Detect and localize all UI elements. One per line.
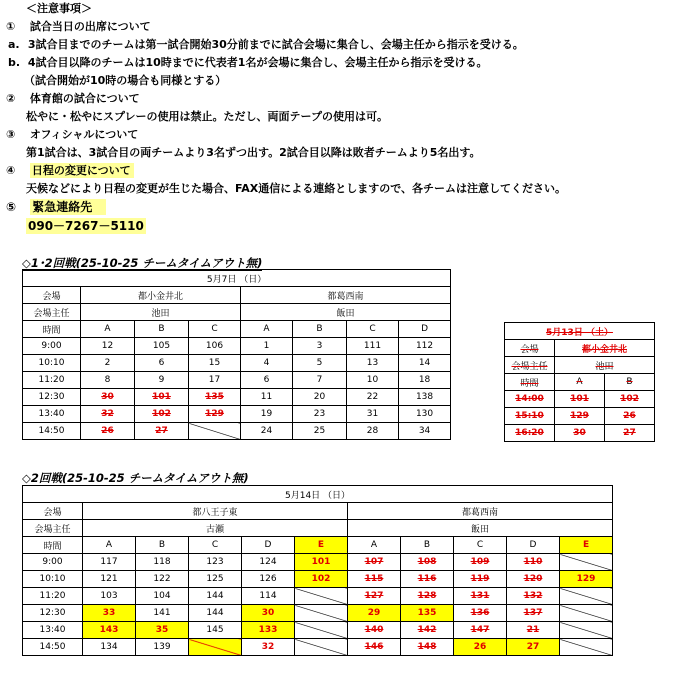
note-item-5	[6, 200, 106, 214]
match-cell-changed: 26	[454, 639, 507, 656]
match-cell-cancelled: 116	[401, 571, 454, 588]
manager-name: 飯田	[348, 520, 613, 537]
court-col: C	[454, 537, 507, 554]
match-cell: 6	[241, 372, 293, 389]
match-cell-cancelled: 102	[605, 391, 655, 408]
table-row	[23, 622, 613, 639]
match-cell-cancelled: 128	[401, 588, 454, 605]
time-cell: 11:20	[23, 588, 83, 605]
match-cell: 126	[242, 571, 295, 588]
note-item-4	[6, 164, 134, 178]
court-col: D	[242, 537, 295, 554]
match-cell-cancelled: 119	[454, 571, 507, 588]
time-label: 時間	[23, 537, 83, 554]
empty-slot	[295, 639, 348, 656]
note-item-1a	[8, 38, 524, 52]
manager-name: 池田	[81, 304, 241, 321]
time-cell: 14:00	[505, 391, 555, 408]
note-text: 4試合目以降のチームは10時までに代表者1名が会場に集合し、会場主任から指示を受ける。	[27, 56, 488, 69]
court-col-added: E	[295, 537, 348, 554]
match-cell-cancelled: 27	[135, 423, 189, 440]
match-cell: 28	[347, 423, 399, 440]
note-mark: ③	[6, 128, 16, 141]
note-item-3-detail: 第1試合は、3試合目の両チームより3名ずつ出す。2試合目以降は敗者チームより5名出す。	[26, 146, 481, 159]
match-cell-cancelled: 110	[507, 554, 560, 571]
match-cell: 138	[399, 389, 451, 406]
note-text: 緊急連絡先	[30, 199, 106, 215]
time-label: 時間	[505, 374, 555, 391]
note-item-3	[6, 128, 138, 142]
match-cell: 9	[135, 372, 189, 389]
match-cell: 11	[241, 389, 293, 406]
note-item-1c: （試合開始が10時の場合も同様とする）	[24, 74, 227, 87]
time-label: 時間	[23, 321, 81, 338]
note-item-1	[6, 20, 151, 34]
match-cell: 31	[347, 406, 399, 423]
match-cell-cancelled: 127	[348, 588, 401, 605]
match-cell-cancelled: 102	[135, 406, 189, 423]
match-cell-cancelled: 129	[189, 406, 241, 423]
manager-name: 飯田	[241, 304, 451, 321]
note-mark: b.	[8, 56, 21, 69]
empty-slot	[560, 622, 613, 639]
venue-name: 都葛西南	[241, 287, 451, 304]
empty-slot	[295, 605, 348, 622]
note-text: 日程の変更について	[30, 163, 134, 178]
match-cell: 106	[189, 338, 241, 355]
match-cell: 17	[189, 372, 241, 389]
table-row	[23, 389, 451, 406]
venue-label: 会場	[23, 503, 83, 520]
match-cell: 118	[136, 554, 189, 571]
match-cell-changed: 27	[507, 639, 560, 656]
court-col: C	[189, 321, 241, 338]
venue-name: 都小金井北	[81, 287, 241, 304]
court-col: D	[507, 537, 560, 554]
notes-header: ＜注意事項＞	[26, 2, 92, 15]
match-cell: 134	[83, 639, 136, 656]
match-cell-cancelled: 101	[135, 389, 189, 406]
note-text: オフィシャルについて	[29, 128, 139, 141]
match-cell-changed: 32	[242, 639, 295, 656]
match-cell: 139	[136, 639, 189, 656]
empty-slot	[560, 639, 613, 656]
time-cell: 16:20	[505, 425, 555, 442]
court-col: D	[399, 321, 451, 338]
section1-title: ◇1･2回戦(25-10-25 チームタイムアウト無)	[22, 256, 263, 270]
match-cell-cancelled: 26	[605, 408, 655, 425]
empty-slot	[560, 554, 613, 571]
table-row	[23, 372, 451, 389]
match-cell: 4	[241, 355, 293, 372]
manager-name: 古瀬	[83, 520, 348, 537]
match-cell-cancelled: 27	[605, 425, 655, 442]
match-cell: 12	[81, 338, 135, 355]
court-col: A	[555, 374, 605, 391]
match-cell-changed: 33	[83, 605, 136, 622]
match-cell: 34	[399, 423, 451, 440]
note-item-1b	[8, 56, 487, 70]
match-cell: 25	[293, 423, 347, 440]
match-cell: 5	[293, 355, 347, 372]
match-cell-changed: 102	[295, 571, 348, 588]
match-cell: 103	[83, 588, 136, 605]
match-cell: 144	[189, 588, 242, 605]
match-cell-cancelled: 32	[81, 406, 135, 423]
match-cell: 2	[81, 355, 135, 372]
venue-label: 会場	[23, 287, 81, 304]
match-cell: 105	[135, 338, 189, 355]
match-cell: 122	[136, 571, 189, 588]
match-cell-cancelled: 137	[507, 605, 560, 622]
note-mark: ②	[6, 92, 16, 105]
match-cell-cancelled: 101	[555, 391, 605, 408]
note-text: 試合当日の出席について	[29, 20, 151, 33]
match-cell: 130	[399, 406, 451, 423]
table-row	[23, 406, 451, 423]
match-cell-cancelled: 108	[401, 554, 454, 571]
time-cell: 15:10	[505, 408, 555, 425]
match-cell: 141	[136, 605, 189, 622]
time-cell: 12:30	[23, 389, 81, 406]
time-cell: 14:50	[23, 423, 81, 440]
court-col-added: E	[560, 537, 613, 554]
match-cell-cancelled: 131	[454, 588, 507, 605]
court-col: B	[605, 374, 655, 391]
match-cell-changed: 135	[401, 605, 454, 622]
table-row	[23, 588, 613, 605]
match-cell-cancelled: 30	[555, 425, 605, 442]
time-cell: 10:10	[23, 355, 81, 372]
match-cell: 6	[135, 355, 189, 372]
manager-label: 会場主任	[23, 304, 81, 321]
match-cell-cancelled: 142	[401, 622, 454, 639]
court-col: C	[347, 321, 399, 338]
match-cell: 144	[189, 605, 242, 622]
match-cell: 117	[83, 554, 136, 571]
match-cell-cancelled: 146	[348, 639, 401, 656]
venue-label: 会場	[505, 340, 555, 357]
table-row	[23, 338, 451, 355]
note-mark: ④	[6, 164, 16, 177]
match-cell: 1	[241, 338, 293, 355]
match-cell: 111	[347, 338, 399, 355]
date-header: 5月14日 （日）	[23, 486, 613, 503]
schedule-table-side	[504, 322, 655, 442]
match-cell: 8	[81, 372, 135, 389]
match-cell: 112	[399, 338, 451, 355]
time-cell: 9:00	[23, 338, 81, 355]
match-cell: 18	[399, 372, 451, 389]
court-col: A	[348, 537, 401, 554]
match-cell: 123	[189, 554, 242, 571]
venue-name: 都八王子東	[83, 503, 348, 520]
time-cell: 12:30	[23, 605, 83, 622]
match-cell: 3	[293, 338, 347, 355]
empty-slot-changed	[189, 639, 242, 656]
table-row	[23, 423, 451, 440]
court-col: C	[189, 537, 242, 554]
match-cell-cancelled: 147	[454, 622, 507, 639]
court-col: B	[293, 321, 347, 338]
match-cell: 145	[189, 622, 242, 639]
match-cell: 20	[293, 389, 347, 406]
match-cell-cancelled: 135	[189, 389, 241, 406]
empty-slot	[295, 588, 348, 605]
match-cell-changed: 143	[83, 622, 136, 639]
match-cell-cancelled: 148	[401, 639, 454, 656]
table-row	[505, 425, 655, 442]
match-cell: 10	[347, 372, 399, 389]
match-cell: 104	[136, 588, 189, 605]
manager-name: 池田	[555, 357, 655, 374]
match-cell: 14	[399, 355, 451, 372]
court-col: A	[241, 321, 293, 338]
match-cell-changed: 101	[295, 554, 348, 571]
match-cell: 22	[347, 389, 399, 406]
note-item-4-detail: 天候などにより日程の変更が生じた場合、FAX通信による連絡としますので、各チームは注意してください。	[26, 182, 567, 195]
time-cell: 13:40	[23, 406, 81, 423]
match-cell: 19	[241, 406, 293, 423]
match-cell: 125	[189, 571, 242, 588]
section2-title: ◇2回戦(25-10-25 チームタイムアウト無)	[22, 471, 249, 485]
emergency-phone: 090－7267－5110	[28, 219, 144, 233]
table-row	[23, 571, 613, 588]
schedule-table-round2	[22, 485, 613, 656]
match-cell-cancelled: 109	[454, 554, 507, 571]
match-cell: 15	[189, 355, 241, 372]
note-mark: a.	[8, 38, 20, 51]
table-row	[23, 639, 613, 656]
table-row	[23, 355, 451, 372]
table-row	[23, 605, 613, 622]
note-item-2-detail: 松やに・松やにスプレーの使用は禁止。ただし、両面テープの使用は可。	[26, 110, 389, 123]
match-cell-changed: 129	[560, 571, 613, 588]
match-cell-cancelled: 21	[507, 622, 560, 639]
match-cell: 23	[293, 406, 347, 423]
note-item-2	[6, 92, 140, 106]
note-text: 3試合目までのチームは第一試合開始30分前までに試合会場に集合し、会場主任から指示を受ける。	[27, 38, 524, 51]
court-col: B	[401, 537, 454, 554]
date-header: 5月13日 （土）	[505, 323, 655, 340]
date-header: 5月7日 （日）	[23, 270, 451, 287]
manager-label: 会場主任	[505, 357, 555, 374]
empty-slot	[560, 605, 613, 622]
court-col: B	[136, 537, 189, 554]
time-cell: 9:00	[23, 554, 83, 571]
note-mark: ⑤	[6, 200, 17, 214]
match-cell: 114	[242, 588, 295, 605]
time-cell: 13:40	[23, 622, 83, 639]
manager-label: 会場主任	[23, 520, 83, 537]
court-col: B	[135, 321, 189, 338]
match-cell-changed: 133	[242, 622, 295, 639]
match-cell-cancelled: 136	[454, 605, 507, 622]
note-mark: ①	[6, 20, 16, 33]
match-cell-changed: 30	[242, 605, 295, 622]
empty-slot	[560, 588, 613, 605]
time-cell: 14:50	[23, 639, 83, 656]
match-cell-cancelled: 107	[348, 554, 401, 571]
time-cell: 10:10	[23, 571, 83, 588]
venue-name: 都葛西南	[348, 503, 613, 520]
match-cell: 121	[83, 571, 136, 588]
match-cell-cancelled: 140	[348, 622, 401, 639]
empty-slot	[295, 622, 348, 639]
table-row	[23, 554, 613, 571]
table-row	[505, 408, 655, 425]
note-text: 体育館の試合について	[29, 92, 140, 105]
match-cell-changed: 35	[136, 622, 189, 639]
match-cell-cancelled: 30	[81, 389, 135, 406]
schedule-table-round1	[22, 269, 451, 440]
court-col: A	[83, 537, 136, 554]
match-cell-cancelled: 115	[348, 571, 401, 588]
time-cell: 11:20	[23, 372, 81, 389]
match-cell-changed: 29	[348, 605, 401, 622]
match-cell: 13	[347, 355, 399, 372]
match-cell-cancelled: 129	[555, 408, 605, 425]
column-header-row	[23, 537, 613, 554]
empty-slot	[189, 423, 241, 440]
match-cell: 124	[242, 554, 295, 571]
match-cell-cancelled: 26	[81, 423, 135, 440]
match-cell-cancelled: 132	[507, 588, 560, 605]
column-header-row	[23, 321, 451, 338]
match-cell-cancelled: 120	[507, 571, 560, 588]
court-col: A	[81, 321, 135, 338]
table-row	[505, 391, 655, 408]
venue-name: 都小金井北	[555, 340, 655, 357]
match-cell: 24	[241, 423, 293, 440]
match-cell: 7	[293, 372, 347, 389]
